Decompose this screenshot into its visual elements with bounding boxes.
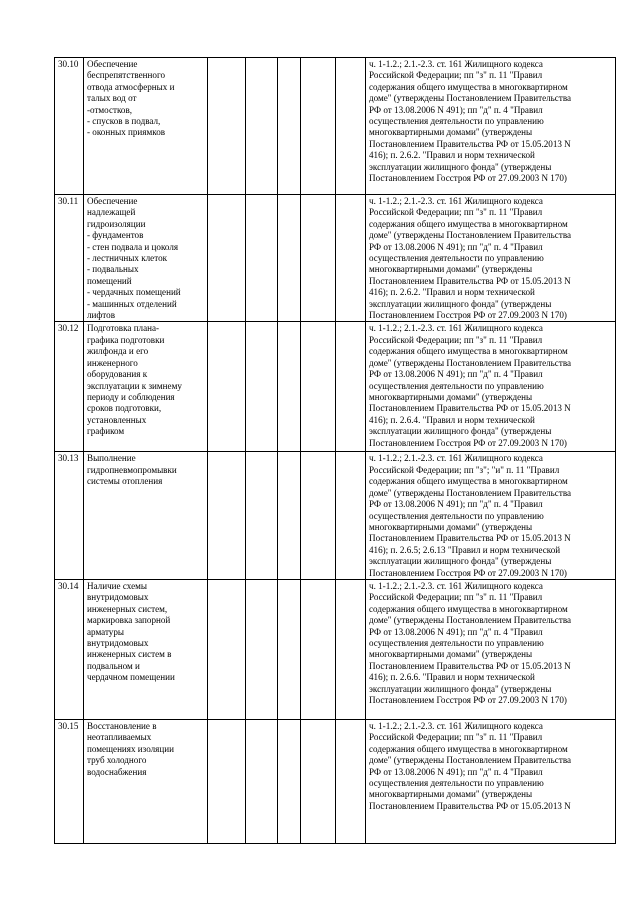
legal-reference-line: Российской Федерации; пп "з" п. 11 "Правил: [369, 70, 543, 81]
legal-reference-line: Постановлением Правительства РФ от 15.05.2013 N: [369, 138, 571, 149]
legal-reference-line: 416); п. 2.6.6. "Правил и норм технической: [369, 672, 535, 683]
empty-cell: [336, 58, 366, 195]
description-line: установленных: [87, 414, 147, 425]
legal-reference-line: Постановлением Госстроя РФ от 27.09.2003 N 170): [369, 173, 567, 184]
description-line: помещениях изоляции: [87, 743, 174, 754]
legal-reference-line: многоквартирными домами" (утверждены: [369, 264, 533, 275]
legal-reference: [366, 58, 616, 195]
legal-reference-line: РФ от 13.08.2006 N 491); пп "д" п. 4 "Правил: [369, 626, 543, 637]
empty-cell: [278, 579, 301, 719]
legal-reference-line: содержания общего имущества в многоквартирном: [369, 81, 568, 92]
description-line: - стен подвала и цоколя: [87, 241, 179, 252]
description-line: гидроизоляции: [87, 218, 146, 229]
legal-reference-line: Российской Федерации; пп "з" п. 11 "Правил: [369, 334, 543, 345]
legal-reference-line: многоквартирными домами" (утверждены: [369, 127, 533, 138]
legal-reference-line: ч. 1-1.2.; 2.1.-2.3. ст. 161 Жилищного кодекса: [369, 580, 543, 591]
description-line: системы отопления: [87, 476, 163, 487]
empty-cell: [336, 195, 366, 322]
legal-reference-line: содержания общего имущества в многоквартирном: [369, 218, 568, 229]
legal-reference-line: РФ от 13.08.2006 N 491); пп "д" п. 4 "Правил: [369, 766, 543, 777]
legal-reference-line: РФ от 13.08.2006 N 491); пп "д" п. 4 "Правил: [369, 104, 543, 115]
empty-cell: [246, 322, 278, 452]
description-line: подвальном и: [87, 660, 140, 671]
empty-cell: [246, 452, 278, 579]
legal-reference-line: 416); п. 2.6.5; 2.6.13 "Правил и норм технической: [369, 544, 561, 555]
item-number: 30.13: [55, 452, 84, 579]
description-line: надлежащей: [87, 207, 136, 218]
empty-cell: [278, 58, 301, 195]
description-line: внутридомовых: [87, 592, 149, 603]
legal-reference-line: эксплуатации жилищного фонда" (утверждены: [369, 161, 552, 172]
empty-cell: [336, 579, 366, 719]
item-number: 30.10: [55, 58, 84, 195]
empty-cell: [301, 452, 336, 579]
empty-cell: [336, 322, 366, 452]
empty-cell: [301, 322, 336, 452]
empty-cell: [246, 195, 278, 322]
legal-reference-line: 416); п. 2.6.4. "Правил и норм технической: [369, 414, 535, 425]
description-line: водоснабжения: [87, 766, 147, 777]
legal-reference-line: Постановлением Госстроя РФ от 27.09.2003 N 170): [369, 437, 567, 448]
legal-reference-line: ч. 1-1.2.; 2.1.-2.3. ст. 161 Жилищного кодекса: [369, 720, 543, 731]
description-line: Обеспечение: [87, 59, 138, 69]
description-line: внутридомовых: [87, 637, 149, 648]
requirement-description: [84, 579, 208, 719]
legal-reference-line: 416); п. 2.6.2. "Правил и норм технической: [369, 287, 535, 298]
legal-reference-line: доме" (утверждены Постановлением Правительства: [369, 357, 572, 368]
description-line: неотапливаемых: [87, 732, 152, 743]
legal-reference-line: осуществления деятельности по управлению: [369, 637, 544, 648]
empty-cell: [301, 719, 336, 843]
legal-reference-line: доме" (утверждены Постановлением Правительства: [369, 487, 572, 498]
description-line: Выполнение: [87, 453, 136, 464]
description-line: гидропневмопромывки: [87, 464, 177, 475]
description-line: труб холодного: [87, 755, 147, 766]
description-line: беспрепятственного: [87, 70, 166, 81]
legal-reference-line: 416); п. 2.6.2. "Правил и норм технической: [369, 150, 535, 161]
item-number: 30.15: [55, 719, 84, 843]
description-line: сроков подготовки,: [87, 403, 162, 414]
description-line: арматуры: [87, 626, 124, 637]
table-row: [55, 579, 616, 719]
description-line: - лестничных клеток: [87, 253, 168, 264]
table-row: [55, 719, 616, 843]
description-line: графиком: [87, 426, 125, 437]
legal-reference-line: многоквартирными домами" (утверждены: [369, 521, 533, 532]
legal-reference-line: Постановлением Правительства РФ от 15.05.2013 N: [369, 533, 571, 544]
legal-reference-line: Постановлением Правительства РФ от 15.05.2013 N: [369, 660, 571, 671]
empty-cell: [336, 452, 366, 579]
legal-reference-line: Российской Федерации; пп "з"; "и" п. 11 "Правил: [369, 464, 560, 475]
description-line: -отмостков,: [87, 104, 133, 115]
empty-cell: [301, 195, 336, 322]
legal-reference-line: РФ от 13.08.2006 N 491); пп "д" п. 4 "Правил: [369, 499, 543, 510]
empty-cell: [301, 58, 336, 195]
legal-reference-line: осуществления деятельности по управлению: [369, 510, 544, 521]
legal-reference-line: ч. 1-1.2.; 2.1.-2.3. ст. 161 Жилищного кодекса: [369, 323, 543, 334]
legal-reference-line: эксплуатации жилищного фонда" (утверждены: [369, 683, 552, 694]
empty-cell: [336, 719, 366, 843]
legal-reference-line: многоквартирными домами" (утверждены: [369, 649, 533, 660]
empty-cell: [301, 579, 336, 719]
legal-reference-line: Постановлением Госстроя РФ от 27.09.2003 N 170): [369, 567, 567, 578]
legal-reference-line: доме" (утверждены Постановлением Правительства: [369, 615, 572, 626]
empty-cell: [278, 452, 301, 579]
description-line: - подвальных: [87, 264, 139, 275]
description-line: - машинных отделений: [87, 298, 177, 309]
table-row: [55, 322, 616, 452]
description-line: периоду и соблюдения: [87, 391, 175, 402]
legal-reference-line: Российской Федерации; пп "з" п. 11 "Правил: [369, 592, 543, 603]
legal-reference-line: содержания общего имущества в многоквартирном: [369, 476, 568, 487]
requirement-description: [84, 322, 208, 452]
description-line: талых вод от: [87, 93, 137, 104]
legal-reference-line: эксплуатации жилищного фонда" (утверждены: [369, 556, 552, 567]
description-line: жилфонда и его: [87, 346, 149, 357]
description-line: помещений: [87, 275, 132, 286]
description-line: - фундаментов: [87, 230, 144, 241]
description-line: инженерного: [87, 357, 138, 368]
description-line: инженерных систем в: [87, 649, 172, 660]
table-row: [55, 452, 616, 579]
item-number: 30.11: [55, 195, 84, 322]
legal-reference-line: ч. 1-1.2.; 2.1.-2.3. ст. 161 Жилищного кодекса: [369, 59, 543, 69]
legal-reference: [366, 452, 616, 579]
description-line: Наличие схемы: [87, 580, 147, 591]
legal-reference-line: Российской Федерации; пп "з" п. 11 "Правил: [369, 207, 543, 218]
description-line: - чердачных помещений: [87, 287, 181, 298]
legal-reference: [366, 195, 616, 322]
legal-reference-line: Постановлением Госстроя РФ от 27.09.2003 N 170): [369, 310, 567, 321]
description-line: - спусков в подвал,: [87, 116, 161, 127]
requirement-description: [84, 195, 208, 322]
empty-cell: [208, 719, 246, 843]
description-line: маркировка запорной: [87, 615, 171, 626]
description-line: эксплуатации к зимнему: [87, 380, 182, 391]
legal-reference-line: Постановлением Правительства РФ от 15.05.2013 N: [369, 275, 571, 286]
empty-cell: [208, 58, 246, 195]
empty-cell: [278, 195, 301, 322]
legal-reference-line: содержания общего имущества в многоквартирном: [369, 743, 568, 754]
empty-cell: [208, 195, 246, 322]
legal-reference-line: содержания общего имущества в многоквартирном: [369, 346, 568, 357]
legal-reference-line: содержания общего имущества в многоквартирном: [369, 603, 568, 614]
requirement-description: [84, 58, 208, 195]
description-line: лифтов: [87, 310, 115, 321]
legal-reference-line: осуществления деятельности по управлению: [369, 380, 544, 391]
empty-cell: [208, 579, 246, 719]
legal-reference-line: Российской Федерации; пп "з" п. 11 "Правил: [369, 732, 543, 743]
description-line: инженерных систем,: [87, 603, 168, 614]
empty-cell: [278, 322, 301, 452]
requirement-description: [84, 719, 208, 843]
description-line: Подготовка плана-: [87, 323, 160, 334]
description-line: оборудования к: [87, 369, 148, 380]
empty-cell: [246, 579, 278, 719]
requirements-table: [54, 57, 616, 844]
empty-cell: [246, 58, 278, 195]
empty-cell: [246, 719, 278, 843]
legal-reference-line: осуществления деятельности по управлению: [369, 777, 544, 788]
legal-reference: [366, 719, 616, 843]
legal-reference-line: РФ от 13.08.2006 N 491); пп "д" п. 4 "Правил: [369, 241, 543, 252]
legal-reference-line: осуществления деятельности по управлению: [369, 116, 544, 127]
legal-reference-line: доме" (утверждены Постановлением Правительства: [369, 755, 572, 766]
empty-cell: [208, 452, 246, 579]
legal-reference-line: эксплуатации жилищного фонда" (утверждены: [369, 426, 552, 437]
description-line: - оконных приямков: [87, 127, 166, 138]
description-line: отвода атмосферных и: [87, 81, 175, 92]
legal-reference-line: многоквартирными домами" (утверждены: [369, 391, 533, 402]
legal-reference-line: ч. 1-1.2.; 2.1.-2.3. ст. 161 Жилищного кодекса: [369, 196, 543, 206]
legal-reference-line: Постановлением Правительства РФ от 15.05.2013 N: [369, 800, 571, 811]
legal-reference-line: доме" (утверждены Постановлением Правительства: [369, 93, 572, 104]
empty-cell: [278, 719, 301, 843]
table-row: [55, 58, 616, 195]
legal-reference-line: Постановлением Госстроя РФ от 27.09.2003 N 170): [369, 695, 567, 705]
legal-reference: [366, 579, 616, 719]
legal-reference-line: доме" (утверждены Постановлением Правительства: [369, 230, 572, 241]
legal-reference-line: Постановлением Правительства РФ от 15.05.2013 N: [369, 403, 571, 414]
empty-cell: [208, 322, 246, 452]
requirement-description: [84, 452, 208, 579]
description-line: графика подготовки: [87, 334, 165, 345]
description-line: Восстановление в: [87, 720, 157, 731]
legal-reference-line: РФ от 13.08.2006 N 491); пп "д" п. 4 "Правил: [369, 369, 543, 380]
legal-reference-line: многоквартирными домами" (утверждены: [369, 789, 533, 800]
table-row: [55, 195, 616, 322]
item-number: 30.14: [55, 579, 84, 719]
legal-reference-line: осуществления деятельности по управлению: [369, 253, 544, 264]
description-line: Обеспечение: [87, 196, 138, 206]
legal-reference-line: эксплуатации жилищного фонда" (утверждены: [369, 298, 552, 309]
legal-reference-line: ч. 1-1.2.; 2.1.-2.3. ст. 161 Жилищного кодекса: [369, 453, 543, 464]
item-number: 30.12: [55, 322, 84, 452]
description-line: чердачном помещении: [87, 672, 175, 683]
legal-reference: [366, 322, 616, 452]
